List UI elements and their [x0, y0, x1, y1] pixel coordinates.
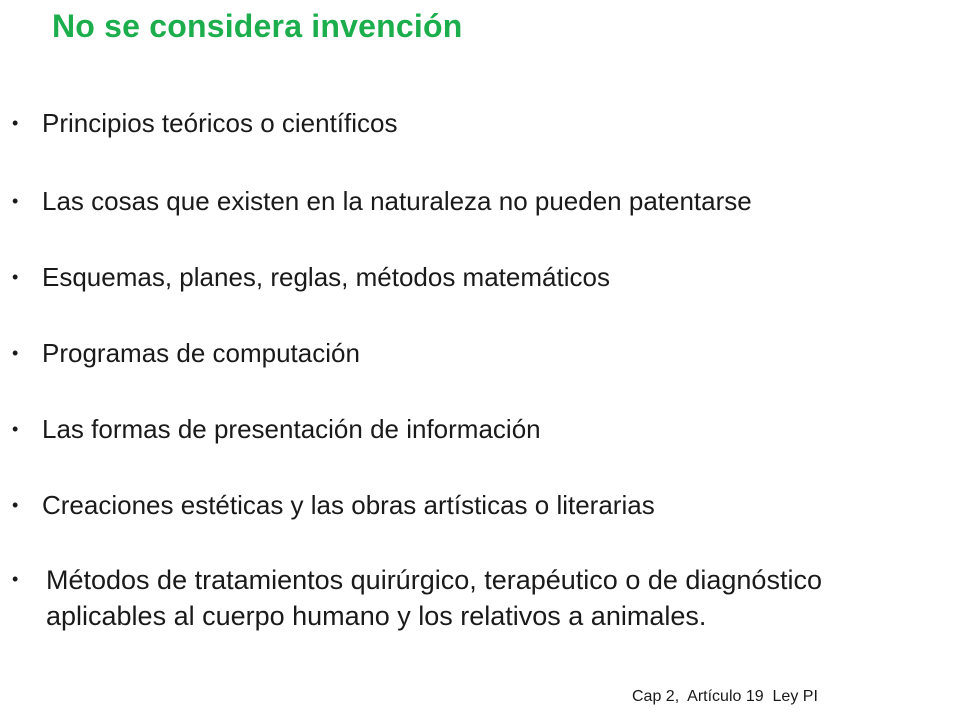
bullet-text: Métodos de tratamientos quirúrgico, terapéutico o de diagnóstico aplicables al cuerpo humano y los relativos a animales.: [46, 565, 822, 631]
bullet-marker: •: [12, 343, 19, 363]
bullet-text: Creaciones estéticas y las obras artísticas o literarias: [42, 490, 655, 520]
bullet-marker: •: [12, 191, 19, 211]
bullet-marker: •: [12, 113, 19, 133]
bullet-marker: •: [12, 419, 19, 439]
bullet-marker: •: [12, 267, 19, 287]
bullet-marker: •: [12, 569, 19, 589]
bullet-text: Esquemas, planes, reglas, métodos matemáticos: [42, 262, 610, 292]
bullet-text: Programas de computación: [42, 338, 360, 368]
source-footnote: Cap 2, Artículo 19 Ley PI: [632, 688, 818, 705]
bullet-text: Las cosas que existen en la naturaleza no pueden patentarse: [42, 186, 752, 216]
slide-title: No se considera invención: [52, 8, 463, 44]
bullet-text: Las formas de presentación de información: [42, 414, 541, 444]
bullet-marker: •: [12, 495, 19, 515]
bullet-text: Principios teóricos o científicos: [42, 108, 398, 138]
